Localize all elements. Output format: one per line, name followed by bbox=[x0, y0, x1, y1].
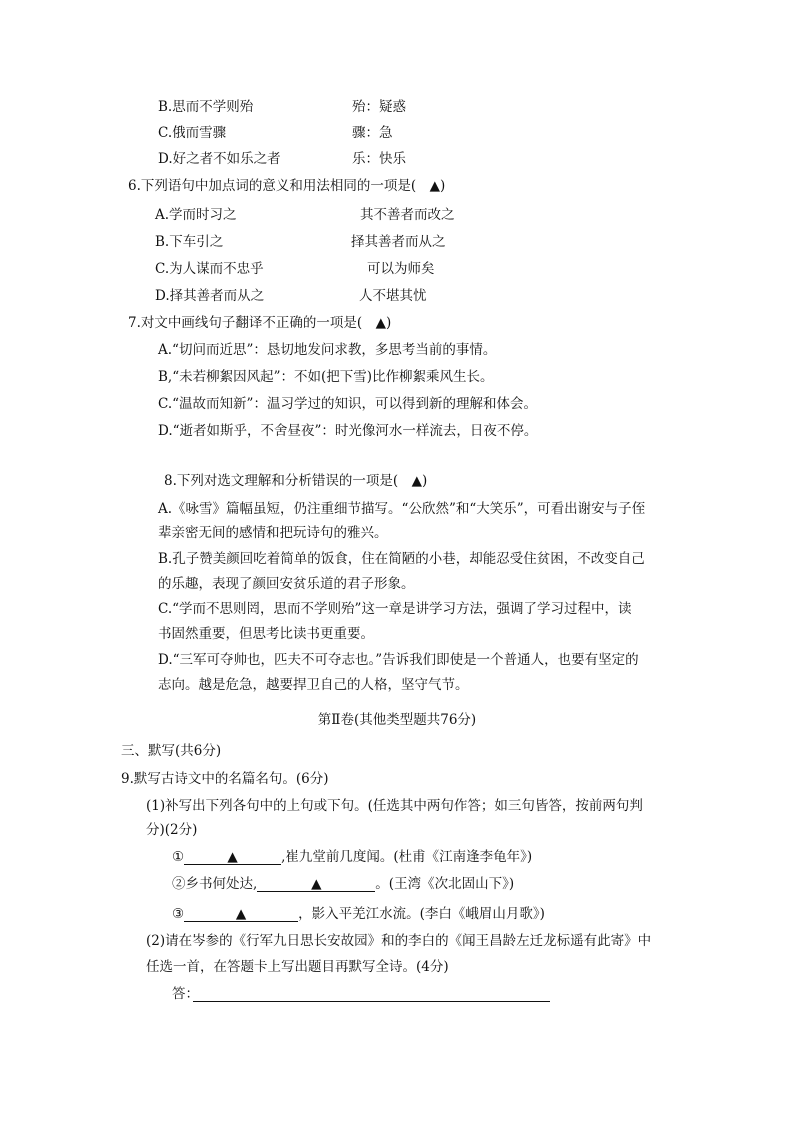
q5-option-c: C.俄而雪骤 bbox=[158, 125, 227, 141]
q6-option-d: D.择其善者而从之 bbox=[155, 288, 265, 304]
q9-item-3-text: ，影入平羌江水流。(李白《峨眉山月歌》) bbox=[298, 906, 545, 922]
q9-stem: 9.默写古诗文中的名篇名句。(6分) bbox=[121, 771, 329, 787]
q6-stem: 6.下列语句中加点词的意义和用法相同的一项是( ▲) bbox=[128, 178, 446, 194]
q8-line-7: D.“三军可夺帅也，匹夫不可夺志也。”告诉我们即使是一个普通人，也要有坚定的 bbox=[158, 652, 639, 668]
q6-option-b: B.下车引之 bbox=[155, 234, 224, 250]
q5-option-d-gloss: 乐：快乐 bbox=[352, 151, 406, 167]
q8-line-6: 书固然重要，但思考比读书更重要。 bbox=[158, 626, 374, 642]
q8-line-3: B.孔子赞美颜回吃着简单的饭食，住在简陋的小巷，却能忍受住贫困，不改变自己 bbox=[158, 551, 645, 567]
q5-option-d: D.好之者不如乐之者 bbox=[158, 151, 281, 167]
q6-option-b-second: 择其善者而从之 bbox=[351, 234, 446, 250]
q9-item-1-text: ,崔九堂前几度闻。(杜甫《江南逢李龟年》) bbox=[281, 849, 533, 865]
q7-option-c: C.“温故而知新”：温习学过的知识，可以得到新的理解和体会。 bbox=[158, 396, 537, 412]
q9-item-2-mark: ▲ bbox=[311, 876, 322, 892]
q9-item-1 bbox=[172, 848, 532, 866]
q8-line-2: 辈亲密无间的感情和把玩诗句的雅兴。 bbox=[158, 525, 388, 541]
q8-line-1: A.《咏雪》篇幅虽短，仍注重细节描写。“公欣然”和“大笑乐”，可看出谢安与子侄 bbox=[158, 501, 646, 517]
q7-option-a: A.“切问而近思”：恳切地发问求教，多思考当前的事情。 bbox=[158, 342, 497, 358]
q9-item-3-number: ③ bbox=[172, 906, 185, 922]
q8-line-8: 志向。越是危急，越要捍卫自己的人格，坚守气节。 bbox=[158, 677, 469, 693]
q5-option-c-gloss: 骤：急 bbox=[352, 125, 393, 141]
q9-sub2-line2: 任选一首，在答题卡上写出题目再默写全诗。(4分) bbox=[146, 959, 449, 975]
q6-option-c: C.为人谋而不忠乎 bbox=[155, 261, 264, 277]
q9-item-2-blank[interactable] bbox=[257, 875, 375, 892]
q6-option-d-second: 人不堪其忧 bbox=[359, 288, 427, 304]
q7-stem: 7.对文中画线句子翻译不正确的一项是( ▲) bbox=[128, 315, 392, 331]
answer-label: 答： bbox=[172, 986, 199, 1002]
q9-sub1-line1: (1)补写出下列各句中的上句或下句。(任选其中两句作答；如三句皆答，按前两句判 bbox=[146, 798, 643, 814]
q7-option-d: D.“逝者如斯乎，不舍昼夜”：时光像河水一样流去，日夜不停。 bbox=[158, 423, 538, 439]
q9-sub2-line1: (2)请在岑参的《行军九日思长安故园》和的李白的《闻王昌龄左迁龙标遥有此寄》中 bbox=[146, 933, 652, 949]
q5-option-b-gloss: 殆：疑惑 bbox=[352, 99, 406, 115]
q6-option-a: A.学而时习之 bbox=[155, 207, 237, 223]
q6-option-a-second: 其不善者而改之 bbox=[360, 207, 455, 223]
q6-option-c-second: 可以为师矣 bbox=[367, 261, 435, 277]
q8-stem: 8.下列对选文理解和分析错误的一项是( ▲) bbox=[164, 473, 428, 489]
section3-title: 三、默写(共6分) bbox=[121, 743, 222, 759]
q7-option-b: B,“未若柳絮因风起”：不如(把下雪)比作柳絮乘风生长。 bbox=[158, 369, 494, 385]
q9-item-2 bbox=[172, 875, 514, 893]
q8-line-5: C.“学而不思则罔，思而不学则殆”这一章是讲学习方法，强调了学习过程中，读 bbox=[158, 601, 632, 617]
q9-item-2-text: 。(王湾《次北固山下》) bbox=[375, 876, 515, 892]
q9-sub1-line2: 分)(2分) bbox=[146, 822, 198, 838]
q9-item-1-number: ① bbox=[172, 849, 185, 865]
q9-item-2-prefix: ②乡书何处达, bbox=[172, 876, 258, 892]
q9-item-3 bbox=[172, 905, 545, 923]
q5-option-b: B.思而不学则殆 bbox=[158, 99, 254, 115]
q9-item-1-blank[interactable] bbox=[184, 848, 281, 865]
part2-title: 第Ⅱ卷(其他类型题共76分) bbox=[317, 712, 477, 728]
q8-line-4: 的乐趣，表现了颜回安贫乐道的君子形象。 bbox=[158, 576, 415, 592]
q9-item-3-mark: ▲ bbox=[235, 906, 247, 922]
answer-line[interactable] bbox=[193, 1001, 550, 1002]
q9-item-1-mark: ▲ bbox=[227, 849, 238, 865]
q9-item-3-blank[interactable] bbox=[184, 905, 298, 922]
